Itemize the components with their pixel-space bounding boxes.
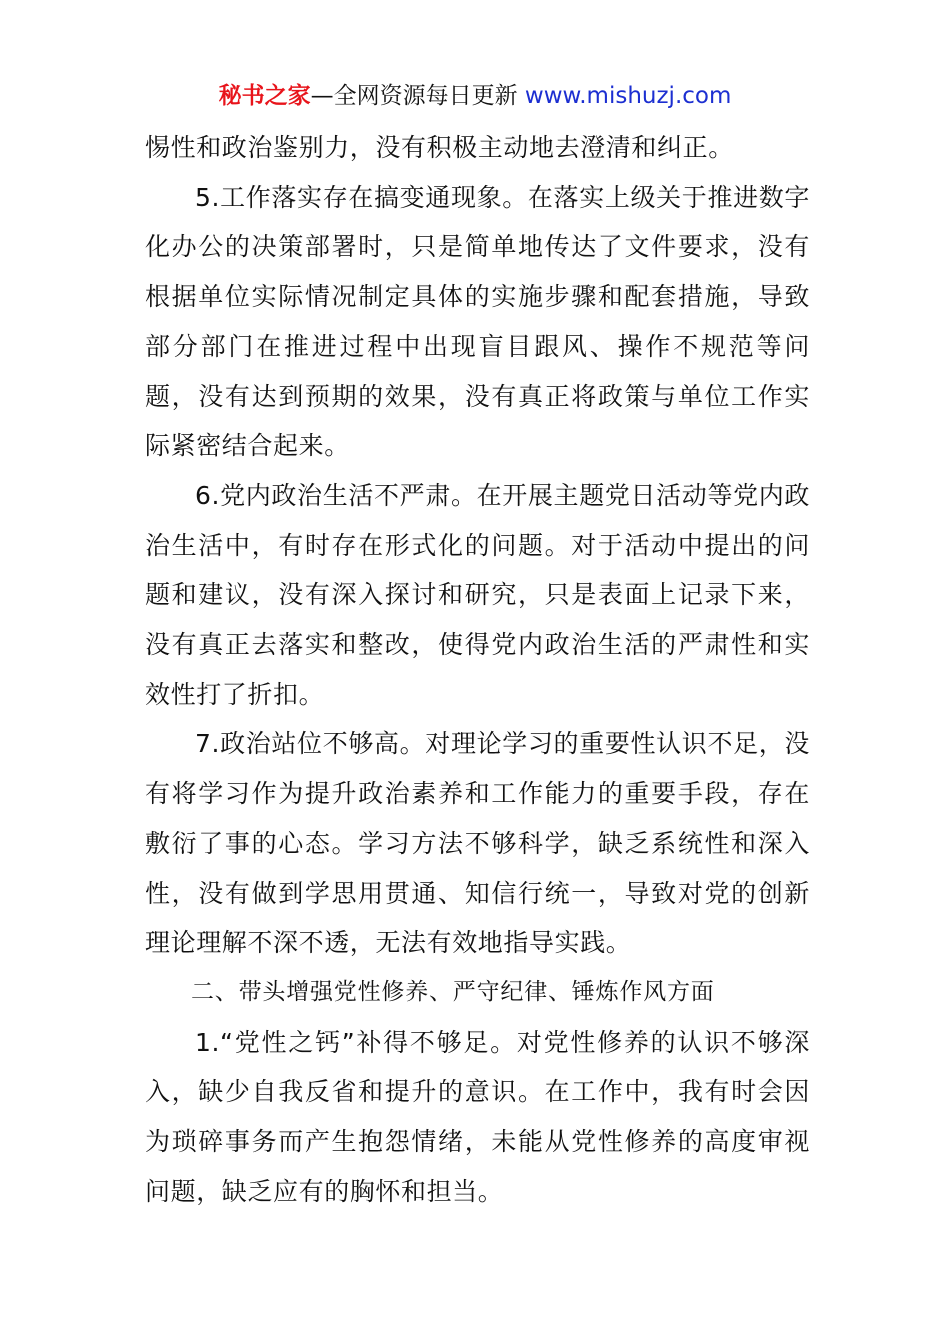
paragraph-item-5: 5.工作落实存在搞变通现象。在落实上级关于推进数字化办公的决策部署时，只是简单地传达了文件要求，没有根据单位实际情况制定具体的实施步骤和配套措施，导致部分部门在推进过程中出现盲目跟风、操作不规范等问题，没有达到预期的效果，没有真正将政策与单位工作实际紧密结合起来。: [145, 182, 810, 461]
paragraph-item-1: 1.“党性之钙”补得不够足。对党性修养的认识不够深入，缺少自我反省和提升的意识。在工作中，我有时会因为琐碎事务而产生抱怨情绪，未能从党性修养的高度审视问题，缺乏应有的胸怀和担当。: [145, 1027, 810, 1206]
paragraph-item-6: 6.党内政治生活不严肃。在开展主题党日活动等党内政治生活中，有时存在形式化的问题。对于活动中提出的问题和建议，没有深入探讨和研究，只是表面上记录下来，没有真正去落实和整改，使得党内政治生活的严肃性和实效性打了折扣。: [145, 480, 810, 709]
site-url[interactable]: www.mishuzj.com: [524, 83, 732, 109]
document-body: [145, 123, 810, 1216]
section-heading: 二、带头增强党性修养、严守纪律、锤炼作风方面: [191, 978, 715, 1005]
brand-name: 秘书之家: [218, 83, 311, 109]
site-header: [0, 80, 950, 112]
paragraph-item-7: 7.政治站位不够高。对理论学习的重要性认识不足，没有将学习作为提升政治素养和工作能力的重要手段，存在敷衍了事的心态。学习方法不够科学，缺乏系统性和深入性，没有做到学思用贯通、知信行统一，导致对党的创新理论理解不深不透，无法有效地指导实践。: [145, 729, 810, 958]
header-tagline: —全网资源每日更新: [310, 83, 518, 109]
paragraph-continuation: 惕性和政治鉴别力，没有积极主动地去澄清和纠正。: [145, 133, 734, 162]
